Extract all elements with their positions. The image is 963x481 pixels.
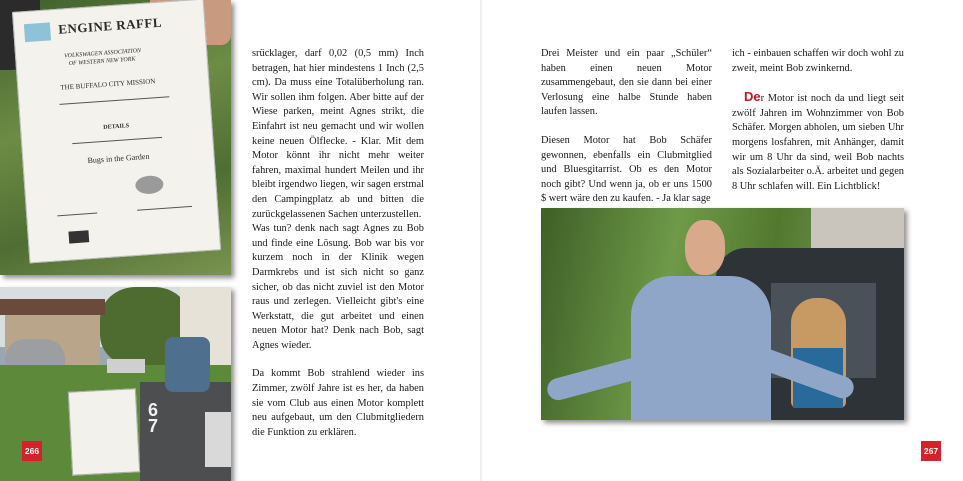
flyer-org-line2: OF WESTERN NEW YORK: [68, 56, 136, 68]
flyer-badge: [24, 22, 51, 42]
text-column-2: [541, 47, 712, 221]
paragraph: ich - einbauen schaffen wir doch wohl zu zweit, meint Bob zwinkernd.: [732, 48, 904, 74]
paragraph: Diesen Motor hat Bob Schäfer gewonnen, ebenfalls ein Clubmitglied und Bluesgitarrist. Ob es den Motor noch gibt? Und wenn ja, ob er uns 1500 $ wert wäre den zu kaufen. - Ja klar sage: [541, 134, 712, 205]
paragraph-with-dropcap: [732, 90, 904, 194]
people-car-photo: [541, 208, 904, 420]
flyer-rule: [60, 96, 170, 105]
house-number: 67: [148, 400, 159, 436]
man-sweater-shape: [631, 276, 771, 420]
text-column-1: [252, 47, 424, 454]
flyer-vw-logo: [68, 230, 89, 243]
paragraph: Drei Meister und ein paar „Schüler“ haben einen neuen Motor zusammengebaut, den sie dann bei einer Verlosung eine halbe Stunde haben laufen lassen.: [541, 48, 712, 118]
raffle-flyer: [12, 0, 221, 263]
flyer-rule: [57, 213, 97, 217]
paragraph: srücklager, darf 0,02 (0,5 mm) Inch betragen, hat hier mindestens 1 Inch (2,5 cm). Da muss eine Totalüberholung ran. Wir sollen ihm folgen. Aber bitte auf der Wiese parken, meint Agnes strikt, die Einfahrt ist neu gemacht und wir wollen keine neuen Ölflecke. - Klar. Mit dem Motor könnt ihr nicht mehr weiter fahren, maximal hundert Meilen und ihr bleibt irgendwo liegen, wir sagen erstmal den Campingplatz ab und bitten die zurückgelassenen Sachen unterzustellen.: [252, 48, 424, 220]
page-gutter: [480, 0, 483, 481]
paragraph: Da kommt Bob strahlend wieder ins Zimmer, zwölf Jahre ist es her, da haben sie vom Club aus einen Motor komplett neu aufgebaut, um den Clubmitgliedern die Funktion zu erklären.: [252, 368, 424, 438]
flyer-org-line1: VOLKSWAGEN ASSOCIATION: [64, 48, 142, 60]
page-number-left: 266: [22, 441, 42, 461]
flyer-venue: Bugs in the Garden: [87, 151, 150, 166]
paragraph-rest: r Motor ist noch da und liegt seit zwölf Jahren im Wohnzimmer von Bob Schäfer. Morgen abholen, um sieben Uhr morgens losfahren, mit Anhänger, damit wir um 8 Uhr da sind, weil Bob nachts als Sozialarbeiter o.Ä. arbeitet und gegen 8 Uhr schlafen will. Ein Lichtblick!: [732, 93, 904, 192]
mailbox-shape: [107, 359, 145, 373]
flyer-photo: [0, 0, 231, 275]
flyer-rule: [72, 137, 162, 144]
house-background-shape: [811, 208, 904, 248]
flyer-title: ENGINE RAFFL: [57, 14, 163, 37]
flyer-section: DETAILS: [103, 123, 130, 131]
flyer-mission: THE BUFFALO CITY MISSION: [60, 77, 156, 92]
small-flyer-shape: [68, 388, 140, 475]
house-roof-shape: [0, 299, 105, 315]
page-number-right: 267: [921, 441, 941, 461]
text-column-3: [732, 47, 904, 208]
flyer-rule: [137, 206, 192, 211]
covered-car-shape: [5, 339, 65, 367]
people-shape: [165, 337, 210, 392]
drop-cap: De: [744, 89, 761, 105]
paragraph: Was tun? denk nach sagt Agnes zu Bob und finde eine Lösung. Bob war bis vor kurzem noch in der Klinik wegen Darmkrebs und ist sich nicht so ganz sicher, ob das nicht zuviel ist den Motor raus und zerlegen. Vielleicht gibt's eine Werkstatt, die gut arbeitet und einen neuen Motor hat? Denk nach Bob, sagt Agnes wieder.: [252, 223, 424, 351]
man-head-shape: [685, 220, 725, 275]
flyer-logo: [135, 175, 164, 195]
trailer-shape: [205, 412, 231, 467]
